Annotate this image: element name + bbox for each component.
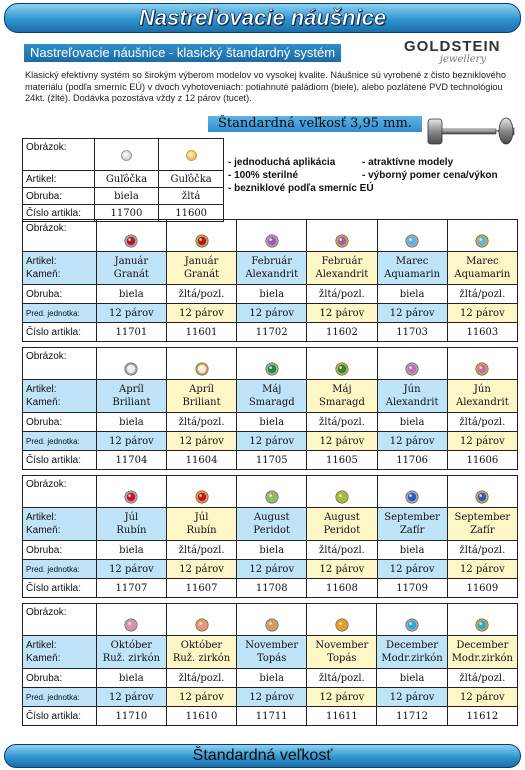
stone-name: Modr.zirkón (381, 653, 443, 664)
cell-stone-name (96, 380, 166, 413)
image-cell (307, 220, 377, 252)
cell-cislo: 11702 (237, 323, 307, 342)
logo-name: GOLDSTEIN (404, 38, 501, 55)
month-name: Október (110, 640, 153, 651)
cell-cislo: 11609 (447, 579, 517, 598)
cell-stone-name (307, 508, 377, 541)
cell-stone-name (166, 252, 236, 285)
cell-cislo: 11602 (307, 323, 377, 342)
month-name: Január (184, 256, 219, 267)
stone-name: Aquamarin (384, 269, 441, 280)
image-cell (447, 476, 517, 508)
cell-cislo: 11703 (377, 323, 447, 342)
cell-pred: 12 párov (96, 688, 166, 707)
birthstone-icon (265, 618, 279, 632)
label-artikel: Artikel: (26, 256, 57, 267)
cell-artikel: Guľôčka (94, 171, 159, 188)
image-cell (96, 476, 166, 508)
month-name: Marec (395, 256, 429, 267)
month-name: December (386, 640, 439, 651)
label-pred: Pred. jednotka: (23, 688, 97, 707)
cell-stone-name (166, 508, 236, 541)
birthstone-icon (195, 362, 209, 376)
cell-stone-name (237, 252, 307, 285)
cell-stone-name (447, 508, 517, 541)
birthstone-icon (195, 490, 209, 504)
label-artikel: Artikel: (23, 171, 95, 188)
birthstone-icon (475, 234, 489, 248)
cell-pred: 12 párov (237, 304, 307, 323)
gold-ball-icon (186, 150, 197, 161)
cell-artikel: Guľôčka (159, 171, 224, 188)
label-obrazok: Obrázok: (23, 348, 97, 380)
cell-pred: 12 párov (307, 688, 377, 707)
image-cell (447, 604, 517, 636)
image-cell (167, 348, 237, 380)
birthstone-icon (335, 234, 349, 248)
image-cell (166, 476, 236, 508)
label-obrazok: Obrázok: (23, 476, 97, 508)
month-name: Január (114, 256, 149, 267)
label-cislo: Číslo artikla: (23, 323, 97, 342)
cell-obruba: biela (237, 669, 307, 688)
image-cell (237, 220, 307, 252)
cell-pred: 12 párov (237, 688, 307, 707)
cell-stone-name (237, 380, 307, 413)
birthstone-icon (405, 362, 419, 376)
label-pred: Pred. jednotka: (23, 560, 97, 579)
month-name: Júl (194, 512, 209, 523)
month-name: Marec (466, 256, 499, 267)
cell-stone-name (237, 636, 307, 669)
birthstone-icon (265, 362, 279, 376)
birthstone-table (22, 475, 518, 598)
month-name: November (315, 640, 369, 651)
month-name: Apríl (189, 384, 214, 395)
cell-obruba: biela (237, 541, 307, 560)
cell-obruba: biela (96, 669, 166, 688)
stone-name: Alexandrit (245, 269, 299, 280)
top-title-banner (4, 3, 521, 33)
label-obrazok: Obrázok: (23, 220, 97, 252)
feature-item: - jednoduchá aplikácia (228, 157, 336, 168)
cell-cislo: 11612 (447, 707, 517, 726)
stone-name: Topás (327, 653, 357, 664)
cell-obruba: žltá (159, 188, 224, 205)
birthstone-table (22, 347, 518, 470)
cell-cislo: 11711 (237, 707, 307, 726)
stone-name: Alexandrit (385, 397, 439, 408)
image-cell (447, 348, 517, 380)
label-artikel: Artikel: (26, 512, 57, 523)
birthstone-icon (124, 234, 138, 248)
birthstone-icon (265, 234, 279, 248)
label-kamen: Kameň: (26, 397, 61, 408)
cell-obruba: žltá/pozl. (307, 541, 377, 560)
birthstone-icon (405, 618, 419, 632)
birthstone-icon (265, 490, 279, 504)
cell-obruba: biela (237, 285, 307, 304)
cell-pred: 12 párov (237, 560, 307, 579)
cell-obruba: biela (96, 413, 166, 432)
top-title: Nastreľovacie náušnice (138, 5, 387, 30)
label-obrazok: Obrázok: (23, 604, 97, 636)
cell-stone-name (307, 380, 377, 413)
cell-stone-name (237, 508, 307, 541)
month-name: Máj (262, 384, 282, 395)
cell-cislo: 11712 (377, 707, 447, 726)
month-name: Apríl (119, 384, 144, 395)
image-cell (94, 139, 159, 171)
cell-pred: 12 párov (96, 560, 166, 579)
stone-name: Modr.zirkón (451, 653, 513, 664)
cell-stone-name (447, 252, 517, 285)
birthstone-icon (405, 234, 419, 248)
cell-cislo: 11707 (96, 579, 166, 598)
cell-cislo: 11605 (307, 451, 377, 470)
image-cell (377, 604, 447, 636)
birthstone-icon (475, 490, 489, 504)
cell-obruba: biela (377, 669, 447, 688)
stone-name: Alexandrit (315, 269, 369, 280)
image-cell (166, 220, 236, 252)
cell-pred: 12 párov (166, 688, 236, 707)
cell-obruba: žltá/pozl. (447, 413, 517, 432)
stone-name: Ruž. zirkón (172, 653, 231, 664)
cell-pred: 12 párov (167, 432, 237, 451)
cell-obruba: žltá/pozl. (166, 285, 236, 304)
image-cell (377, 220, 447, 252)
cell-cislo: 11705 (237, 451, 307, 470)
cell-cislo: 11701 (96, 323, 166, 342)
cell-cislo: 11611 (307, 707, 377, 726)
cell-obruba: žltá/pozl. (447, 285, 517, 304)
label-obrazok: Obrázok: (23, 139, 95, 171)
stone-name: Granát (113, 269, 149, 280)
basic-ball-table (22, 138, 224, 222)
label-obruba: Obruba: (23, 188, 95, 205)
cell-pred: 12 párov (307, 304, 377, 323)
image-cell (159, 139, 224, 171)
cell-obruba: biela (96, 285, 166, 304)
stone-name: Alexandrit (455, 397, 509, 408)
cell-pred: 12 párov (96, 304, 166, 323)
cell-stone-name (167, 380, 237, 413)
cell-obruba: žltá/pozl. (166, 669, 236, 688)
cell-stone-name (377, 636, 447, 669)
stone-name: Smaragd (319, 397, 365, 408)
cell-pred: 12 párov (377, 432, 447, 451)
image-cell (96, 220, 166, 252)
cell-cislo: 11607 (166, 579, 236, 598)
stone-name: Zafír (399, 525, 425, 536)
cell-obruba: biela (94, 188, 159, 205)
birthstone-icon (335, 490, 349, 504)
image-cell (96, 604, 166, 636)
month-name: Máj (332, 384, 352, 395)
month-name: August (324, 512, 360, 523)
cell-obruba: biela (377, 413, 447, 432)
cell-cislo: 11700 (94, 205, 159, 222)
month-name: September (384, 512, 440, 523)
cell-pred: 12 párov (447, 560, 517, 579)
month-name: September (454, 512, 511, 523)
label-cislo: Číslo artikla: (23, 451, 97, 470)
image-cell (307, 348, 377, 380)
image-cell (237, 348, 307, 380)
cell-stone-name (96, 252, 166, 285)
month-name: Jún (473, 384, 491, 395)
cell-obruba: žltá/pozl. (447, 541, 517, 560)
birthstone-icon (335, 618, 349, 632)
birthstone-icon (405, 490, 419, 504)
label-artikel: Artikel: (26, 640, 57, 651)
stone-name: Peridot (253, 525, 291, 536)
stone-name: Smaragd (248, 397, 295, 408)
birthstone-icon (475, 618, 489, 632)
label-obruba: Obruba: (23, 669, 97, 688)
label-kamen: Kameň: (26, 653, 61, 664)
cell-pred: 12 párov (237, 432, 307, 451)
cell-obruba: žltá/pozl. (447, 669, 517, 688)
image-cell (447, 220, 517, 252)
label-artikel: Artikel: (26, 384, 57, 395)
image-cell (377, 348, 447, 380)
cell-stone-name (96, 508, 166, 541)
cell-cislo: 11606 (447, 451, 517, 470)
month-name: Február (321, 256, 363, 267)
label-artikel-kamen (23, 380, 97, 413)
label-cislo: Číslo artikla: (23, 707, 97, 726)
cell-pred: 12 párov (377, 560, 447, 579)
cell-stone-name (377, 508, 447, 541)
cell-cislo: 11709 (377, 579, 447, 598)
cell-pred: 12 párov (307, 560, 377, 579)
label-obruba: Obruba: (23, 541, 97, 560)
month-name: December (456, 640, 509, 651)
feature-item: - výborný pomer cena/výkon (362, 170, 498, 181)
month-name: November (245, 640, 299, 651)
image-cell (237, 476, 307, 508)
cell-stone-name (307, 636, 377, 669)
standard-size-label: Štandardná veľkosť 3,95 mm. (208, 116, 422, 132)
cell-pred: 12 párov (447, 304, 517, 323)
cell-cislo: 11603 (447, 323, 517, 342)
cell-obruba: biela (377, 285, 447, 304)
label-kamen: Kameň: (26, 525, 61, 536)
birthstone-icon (335, 362, 349, 376)
label-artikel-kamen (23, 636, 97, 669)
feature-item: - atraktívne modely (362, 157, 454, 168)
stone-name: Topás (256, 653, 287, 664)
silver-ball-icon (121, 150, 132, 161)
cell-obruba: biela (377, 541, 447, 560)
cell-stone-name (307, 252, 377, 285)
cell-pred: 12 párov (166, 304, 236, 323)
cell-pred: 12 párov (96, 432, 166, 451)
bottom-title-banner (4, 744, 521, 768)
stone-name: Zafír (470, 525, 495, 536)
label-pred: Pred. jednotka: (23, 432, 97, 451)
image-cell (237, 604, 307, 636)
cell-cislo: 11601 (166, 323, 236, 342)
image-cell (96, 348, 166, 380)
birthstone-icon (124, 618, 138, 632)
cell-stone-name (447, 380, 517, 413)
birthstone-table (22, 603, 518, 726)
cell-cislo: 11604 (167, 451, 237, 470)
month-name: Jún (403, 384, 421, 395)
cell-pred: 12 párov (447, 432, 517, 451)
cell-pred: 12 párov (166, 560, 236, 579)
cell-obruba: žltá/pozl. (166, 541, 236, 560)
cell-cislo: 11608 (307, 579, 377, 598)
label-pred: Pred. jednotka: (23, 304, 97, 323)
feature-item: - bezniklové podľa smerníc EÚ (228, 183, 374, 194)
cell-pred: 12 párov (447, 688, 517, 707)
logo-sub: jewellery (439, 54, 487, 65)
cell-pred: 12 párov (377, 304, 447, 323)
image-cell (377, 476, 447, 508)
birthstone-icon (124, 362, 138, 376)
cell-stone-name (377, 252, 447, 285)
month-name: August (253, 512, 290, 523)
birthstone-icon (475, 362, 489, 376)
month-name: Júl (124, 512, 139, 523)
goldstein-logo (404, 38, 522, 70)
stone-name: Rubín (116, 525, 147, 536)
feature-list (228, 156, 524, 195)
cell-stone-name (447, 636, 517, 669)
cell-cislo: 11710 (96, 707, 166, 726)
birthstone-icon (195, 618, 209, 632)
label-cislo: Číslo artikla: (23, 579, 97, 598)
cell-cislo: 11610 (166, 707, 236, 726)
subtitle: Nastreľovacie náušnice - klasický štandardný systém (24, 44, 341, 62)
label-kamen: Kameň: (26, 269, 61, 280)
label-artikel-kamen (23, 508, 97, 541)
cell-obruba: žltá/pozl. (307, 669, 377, 688)
cell-pred: 12 párov (377, 688, 447, 707)
label-obruba: Obruba: (23, 285, 97, 304)
month-name: Február (251, 256, 293, 267)
earring-stud-image (426, 114, 522, 150)
feature-item: - 100% sterilné (228, 170, 299, 181)
cell-pred: 12 párov (307, 432, 377, 451)
label-obruba: Obruba: (23, 413, 97, 432)
birthstone-icon (195, 234, 209, 248)
cell-obruba: žltá/pozl. (307, 285, 377, 304)
birthstone-icon (124, 490, 138, 504)
stone-name: Briliant (182, 397, 221, 408)
cell-obruba: biela (96, 541, 166, 560)
cell-cislo: 11708 (237, 579, 307, 598)
label-artikel-kamen (23, 252, 97, 285)
image-cell (166, 604, 236, 636)
cell-cislo: 11600 (159, 205, 224, 222)
bottom-title: Štandardná veľkosť (192, 747, 333, 764)
cell-stone-name (377, 380, 447, 413)
stone-name: Rubín (186, 525, 217, 536)
cell-stone-name (96, 636, 166, 669)
cell-stone-name (166, 636, 236, 669)
cell-obruba: žltá/pozl. (167, 413, 237, 432)
stone-name: Aquamarin (454, 269, 511, 280)
month-name: Október (180, 640, 223, 651)
cell-cislo: 11704 (96, 451, 166, 470)
cell-obruba: žltá/pozl. (307, 413, 377, 432)
stone-name: Peridot (323, 525, 361, 536)
stone-name: Ruž. zirkón (102, 653, 161, 664)
intro-text: Klasický efektívny systém so širokým výberom modelov vo vysokej kvalite. Náušnice sú vyrobené z čisto bezniklového materiálu (podľa smerníc EÚ) v dvoch vyhotoveniach: potiahnuté paládiom (biele), alebo pozlátené PVD technológiou 24kt. (žlté). Dodávka pozostáva vždy z 12 párov (tucet). (25, 70, 507, 104)
label-cislo: Číslo artikla: (23, 205, 95, 222)
image-cell (307, 476, 377, 508)
cell-obruba: biela (237, 413, 307, 432)
stone-name: Briliant (112, 397, 151, 408)
image-cell (307, 604, 377, 636)
stone-name: Granát (183, 269, 220, 280)
birthstone-table (22, 219, 518, 342)
cell-cislo: 11706 (377, 451, 447, 470)
